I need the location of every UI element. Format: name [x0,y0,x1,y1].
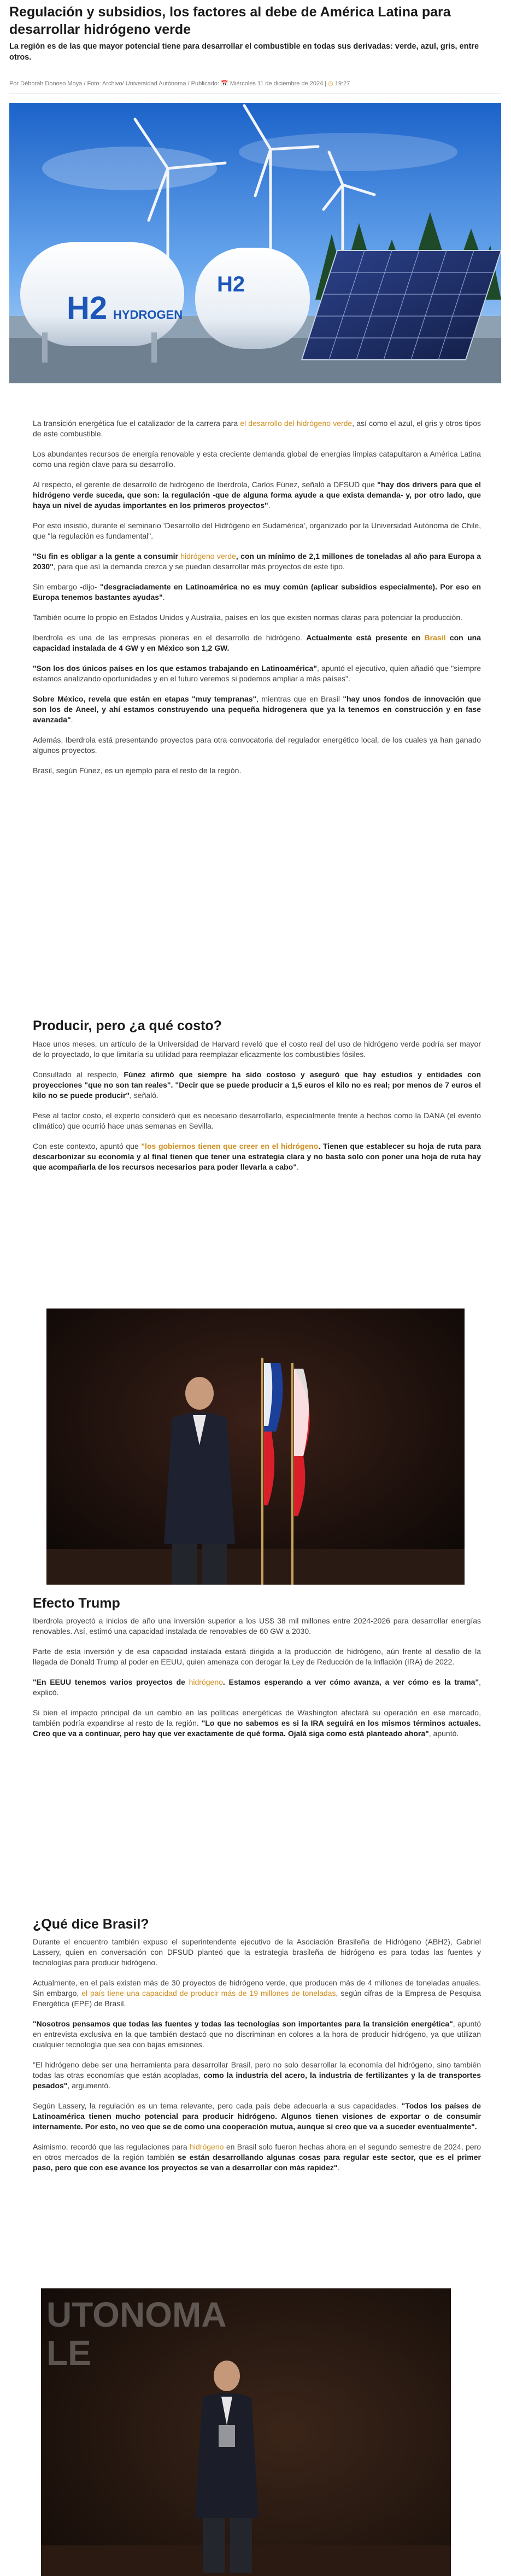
link-gobiernos-hidrogeno[interactable]: "los gobiernos tienen que creer en el hidrógeno [141,1142,319,1150]
paragraph: "Nosotros pensamos que todas las fuentes y todas las tecnologías son importantes para la transición energética", apuntó en entrevista exclusiva en la que también destacó que no discriminan en colores a la hora de producir hidrógeno, ya que utilizan cualquier tecnología que sea con bajas emisiones. [33,2019,481,2049]
paragraph: Brasil, según Fúnez, es un ejemplo para el resto de la región. [33,766,242,775]
paragraph: Además, Iberdrola está presentando proyectos para otra convocatoria del regulador energético local, de los cuales ya han ganado algunos proyectos. [33,735,481,755]
paragraph: Iberdrola proyectó a inicios de año una inversión superior a los US$ 38 mil millones entre 2024-2026 para desarrollar energías renovables. Así, estimó una capacidad instalada de renovables de 60 GW a 2030. [33,1616,481,1635]
paragraph: Iberdrola es una de las empresas pioneras en el desarrollo de hidrógeno. Actualmente está presente en Brasil con una capacidad instalada de 4 GW y en México son 1,2 GW. [33,633,481,652]
paragraph: Con este contexto, apuntó que "los gobiernos tienen que creer en el hidrógeno. Tienen que establecer su hoja de ruta para descarbonizar su economía y al final tienen que tener una estrategia clara y no basta solo con poner una hoja de ruta hay que acompañarla de los recursos necesarios para poder llevarla a cabo". [33,1142,481,1171]
tank-2-label-h2: H2 [217,272,245,296]
clock-icon: ◷ [328,80,333,87]
paragraph: Los abundantes recursos de energía renovable y esta creciente demanda global de energías limpias catapultaron a América Latina como una región clave para su desarrollo. [33,449,481,469]
section-heading: Producir, pero ¿a qué costo? [33,1018,222,1033]
paragraph: "Su fin es obligar a la gente a consumir hidrógeno verde, con un mínimo de 2,1 millones de toneladas al año para Europa a 2030", para que así la demanda crezca y se puedan desarrollar más proyectos de este tipo. [33,552,481,571]
section-costo [33,1039,481,1182]
paragraph: Sin embargo -dijo- "desgraciadamente en Latinoamérica no es muy común (aplicar subsidios especialmente). Por eso en Europa tenemos bastantes ayudas". [33,582,481,601]
paragraph: "El hidrógeno debe ser una herramienta para desarrollar Brasil, pero no solo desarrollar la economía del hidrógeno, sino también todas las otras economías que están acopladas, como la industria del acero, la industria de fertilizantes y la de transportes pesados", argumentó. [33,2060,481,2090]
backdrop-text: LE [46,2333,91,2373]
link-hidrogeno[interactable]: hidrógeno [189,1678,223,1686]
section-heading: Efecto Trump [33,1596,120,1611]
byline-time: 19:27 [334,80,350,87]
link-hidrogeno-brasil[interactable]: hidrógeno [190,2142,224,2151]
link-hidrogeno-verde[interactable]: hidrógeno verde [180,552,236,560]
paragraph: "En EEUU tenemos varios proyectos de hidrógeno. Estamos esperando a ver cómo avanza, a ver cómo es la trama", explicó. [33,1678,481,1697]
paragraph: La transición energética fue el catalizador de la carrera para el desarrollo del hidrógeno verde, así como el azul, el gris y otros tipos de este combustible. [33,419,481,438]
paragraph: "Son los dos únicos países en los que estamos trabajando en Latinoamérica", apuntó el ejecutivo, quien añadió que "siempre estamos analizando oportunidades y en el futuro veremos si podemos ampliar a más países". [33,664,481,683]
paragraph: Consultado al respecto, Fúnez afirmó que siempre ha sido costoso y aseguró que hay estudios y entidades con proyecciones "que no son tan reales". "Decir que se puede producir a 1,5 euros el kilo no es real; por menos de 7 euros el kilo no se puede producir", señaló. [33,1070,481,1100]
paragraph: Si bien el impacto principal de un cambio en las políticas energéticas de Washington afectará su operación en ese mercado, también podría expandirse al resto de la región. "Lo que no sabemos es si la IRA seguirá en los mismos términos actuales. Creo que va a continuar, pero hay que ver exactamente de qué forma. Ojalá siga como está planteado ahora", apuntó. [33,1708,481,1738]
tank-label-hydrogen: HYDROGEN [113,308,183,322]
paragraph: Actualmente, en el país existen más de 30 proyectos de hidrógeno verde, que producen más de 4 millones de toneladas anuales. Sin embargo, el país tiene una capacidad de producir más de 19 millones de toneladas, según cifras de la Empresa de Pesquisa Energética (EPE) de Brasil. [33,1978,481,2008]
paragraph: Sobre México, revela que están en etapas "muy tempranas", mientras que en Brasil "hay unos fondos de innovación que son los de Aneel, y ahí estamos construyendo una pequeña hidrogenera que ya la tenemos en construcción y en fase avanzada". [33,694,481,724]
link-capacidad-brasil[interactable]: el país tiene una capacidad de producir más de 19 millones de toneladas [81,1989,336,1997]
link-brasil[interactable]: Brasil [424,633,446,642]
paragraph: Al respecto, el gerente de desarrollo de hidrógeno de Iberdrola, Carlos Fúnez, señaló a DFSUD que "hay dos drivers para que el hidrógeno verde suceda, que son: la regulación -que de alguna forma ayude a que exista demanda- y, por otro lado, que haya un nivel de ayudas importantes en los primeros proyectos". [33,480,481,510]
section-intro [33,418,481,786]
byline-author: Por Déborah Donoso Moya / Foto: Archivo/ Universidad Autónoma / Publicado: [9,80,219,87]
speaker-photo-funez [46,1309,465,1585]
article-lead: La región es de las que mayor potencial tiene para desarrollar el combustible en todas sus derivadas: verde, azul, gris, entre otros. [9,42,479,62]
tank-label-h2: H2 [67,290,108,326]
paragraph: Según Lassery, la regulación es un tema relevante, pero cada país debe adecuarla a sus capacidades. "Todos los países de Latinoamérica tienen mucho potencial para producir hidrógeno. Algunos tienen visiones de exportar o de consumir internamente. Por esto, no veo que se de como una cooperación mutua, aunque sí creo que va a suceder eventualmente". [33,2101,481,2131]
section-heading: ¿Qué dice Brasil? [33,1917,149,1932]
article-title: Regulación y subsidios, los factores al debe de América Latina para desarrollar hidrógeno verde [9,4,451,37]
section-trump [33,1616,481,1749]
paragraph: Pese al factor costo, el experto consideró que es necesario desarrollarlo, especialmente frente a hechos como la DANA (el evento climático) que ocurrió hace unas semanas en Sevilla. [33,1111,481,1130]
backdrop-text: UTONOMA [46,2295,227,2334]
paragraph: Hace unos meses, un artículo de la Universidad de Harvard reveló que el costo real del uso de hidrógeno verde podría ser mayor de lo proyectado, lo que limitaría su utilidad para reemplazar eficazmente los combustibles fósiles. [33,1039,481,1059]
paragraph: Por esto insistió, durante el seminario 'Desarrollo del Hidrógeno en Sudamérica', organizado por la Universidad Autónoma de Chile, que "la regulación es fundamental". [33,521,481,540]
calendar-icon: 📅 [221,80,228,87]
paragraph: Parte de esta inversión y de esa capacidad instalada estará dirigida a la producción de hidrógeno, aún frente al desafío de la llegada de Donald Trump al poder en EEUU, quien amenaza con derogar la Ley de Reducción de la Inflación (IRA) de 2022. [33,1647,481,1666]
speaker-photo-lassery [41,2288,451,2576]
paragraph: Durante el encuentro también expuso el superintendente ejecutivo de la Asociación Brasileña de Hidrógeno (ABH2), Gabriel Lassery, quien en conversación con DFSUD planteó que la estrategia brasileña de hidrógeno es para todas las fuentes y tecnologías para producir hidrógeno. [33,1937,481,1967]
paragraph: También ocurre lo propio en Estados Unidos y Australia, países en los que existen normas claras para potenciar la producción. [33,613,462,622]
section-brasil [33,1937,481,2183]
hero-image [9,103,501,383]
article-byline: Por Déborah Donoso Moya / Foto: Archivo/ Universidad Autónoma / Publicado: 📅 Miércoles 11 de diciembre de 2024 | ◷ 19:27 [9,80,501,94]
byline-date: Miércoles 11 de diciembre de 2024 [230,80,324,87]
link-desarrollo-hidrogeno[interactable]: el desarrollo del hidrógeno verde [240,419,353,428]
paragraph: Asimismo, recordó que las regulaciones para hidrógeno en Brasil solo fueron hechas ahora en el segundo semestre de 2024, pero en otros mercados de la región también se están desarrollando algunas cosas para regular este sector, que es el primer paso, pero que con ese avance los proyectos se van a desarrollar con más rapidez". [33,2142,481,2172]
